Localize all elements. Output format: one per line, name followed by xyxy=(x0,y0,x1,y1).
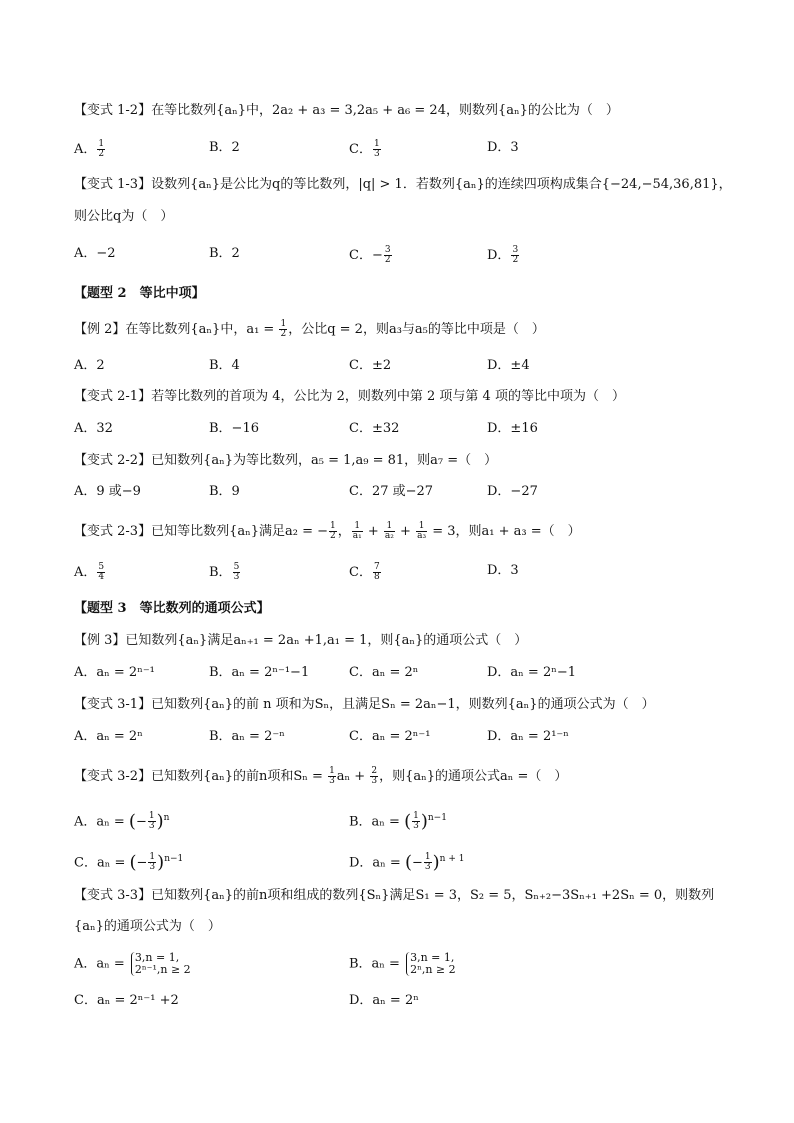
option-b: B．−16 xyxy=(209,421,259,436)
problem-e3 xyxy=(74,633,527,649)
problem-label: 【变式 2-1】 xyxy=(74,389,152,404)
problem-v1-2 xyxy=(74,103,619,119)
problem-text: 设数列{aₙ}是公比为q的等比数列，|q| > 1．若数列{aₙ}的连续四项构成集合{−24,−54,36,81}， xyxy=(151,177,732,192)
problem-label: 【变式 3-2】 xyxy=(74,769,152,784)
problem-label: 【变式 3-1】 xyxy=(74,697,152,712)
option-b: B．aₙ = 2ⁿ⁻¹−1 xyxy=(209,665,310,680)
problem-v2-2 xyxy=(74,453,497,469)
problem-v1-3 xyxy=(74,177,732,193)
option-c: C．aₙ = 2ⁿ⁻¹ xyxy=(349,729,431,744)
option-c: C． $\frac{7}{8}$ xyxy=(349,562,380,582)
option-c: C．±32 xyxy=(349,421,400,436)
option-d: D．aₙ = 2ⁿ xyxy=(349,993,419,1008)
option-b: B．2 xyxy=(209,140,240,155)
option-a: A．aₙ = 3,n = 1, 2ⁿ⁻¹,n ≥ 2 xyxy=(74,951,191,976)
problem-v3-1 xyxy=(74,697,655,713)
problem-label: 【变式 2-2】 xyxy=(74,453,152,468)
option-b: B．aₙ = 2⁻ⁿ xyxy=(209,729,285,744)
option-b: B．aₙ = ( $\frac{1}{3}$ )$^{n-1}$ xyxy=(349,810,447,832)
problem-label: 【例 3】 xyxy=(74,633,126,648)
option-d: D．±16 xyxy=(487,421,538,436)
option-d: D．aₙ = 2¹⁻ⁿ xyxy=(487,729,569,744)
option-a: A． $\frac{5}{4}$ xyxy=(74,562,105,582)
problem-e2: 【例 2】在等比数列{aₙ}中，a₁ = $\frac{1}{2}$ ，公比q = 2，则a₃与a₅的等比中项是（ ） xyxy=(74,319,545,339)
option-c: C．− $\frac{3}{2}$ xyxy=(349,245,391,265)
option-a: A．aₙ = (− $\frac{1}{3}$ )$^n$ xyxy=(74,810,170,832)
option-d: D．aₙ = 2ⁿ−1 xyxy=(487,665,577,680)
section-heading: 【题型 3 等比数列的通项公式】 xyxy=(74,601,270,616)
option-a: A．2 xyxy=(74,358,105,373)
problem-label: 【变式 3-3】 xyxy=(74,888,152,903)
option-d: D．±4 xyxy=(487,358,530,373)
problem-v2-1 xyxy=(74,389,625,405)
option-d: D．3 xyxy=(487,140,519,155)
option-a: A．aₙ = 2ⁿ⁻¹ xyxy=(74,665,155,680)
problem-v2-3: 【变式 2-3】已知等比数列{aₙ}满足a₂ = − $\frac{1}{2}$ ， $\frac{1}{\text{a₁}}$ + $\frac{1}{\text{a₂}}$ + $\frac{1}{\text{a₃}}$ = 3，则a₁ + a₃ =（ ） xyxy=(74,521,581,541)
problem-text-cont: {aₙ}的通项公式为（ ） xyxy=(74,919,221,934)
option-b: B．4 xyxy=(209,358,240,373)
option-c: C．aₙ = 2ⁿ xyxy=(349,665,419,680)
problem-text: 已知数列{aₙ}的前 n 项和为Sₙ，且满足Sₙ = 2aₙ−1，则数列{aₙ}的通项公式为（ ） xyxy=(151,697,655,712)
option-b: B． $\frac{5}{3}$ xyxy=(209,562,240,582)
problem-text: 已知数列{aₙ}满足aₙ₊₁ = 2aₙ +1,a₁ = 1，则{aₙ}的通项公式（ ） xyxy=(125,633,528,648)
option-a: A．aₙ = 2ⁿ xyxy=(74,729,143,744)
option-a: A． $\frac{1}{2}$ xyxy=(74,139,105,159)
problem-text: 若等比数列的首项为 4，公比为 2，则数列中第 2 项与第 4 项的等比中项为（ ） xyxy=(151,389,625,404)
problem-label: 【变式 1-2】 xyxy=(74,103,152,118)
option-a: A．9 或−9 xyxy=(74,484,141,499)
option-b: B．9 xyxy=(209,484,240,499)
section-heading: 【题型 2 等比中项】 xyxy=(74,286,205,301)
option-b: B．2 xyxy=(209,246,240,261)
option-a: A．32 xyxy=(74,421,113,436)
option-c: C．±2 xyxy=(349,358,392,373)
problem-label: 【例 2】 xyxy=(74,322,126,337)
problem-text-cont: 则公比q为（ ） xyxy=(74,209,174,224)
option-d: D．aₙ = (− $\frac{1}{3}$ )$^{n + 1}$ xyxy=(349,851,465,873)
problem-text: 已知数列{aₙ}为等比数列，a₅ = 1,a₉ = 81，则a₇ =（ ） xyxy=(151,453,498,468)
option-c: C． $\frac{1}{3}$ xyxy=(349,139,380,159)
option-a: A．−2 xyxy=(74,246,116,261)
option-d: D．−27 xyxy=(487,484,538,499)
option-d: D． $\frac{3}{2}$ xyxy=(487,245,519,265)
problem-label: 【变式 2-3】 xyxy=(74,524,152,539)
option-c: C．aₙ = (− $\frac{1}{3}$ )$^{n-1}$ xyxy=(74,851,184,873)
problem-label: 【变式 1-3】 xyxy=(74,177,152,192)
option-c: C．27 或−27 xyxy=(349,484,434,499)
problem-text: 在等比数列{aₙ}中，2a₂ + a₃ = 3,2a₅ + a₆ = 24，则数列{aₙ}的公比为（ ） xyxy=(151,103,619,118)
problem-text: 已知数列{aₙ}的前n项和组成的数列{Sₙ}满足S₁ = 3，S₂ = 5，Sₙ₊₂−3Sₙ₊₁ +2Sₙ = 0，则数列 xyxy=(151,888,715,903)
option-b: B．aₙ = 3,n = 1, 2ⁿ,n ≥ 2 xyxy=(349,951,456,976)
problem-v3-3 xyxy=(74,888,714,904)
option-d: D．3 xyxy=(487,563,519,578)
problem-v3-2: 【变式 3-2】已知数列{aₙ}的前n项和Sₙ = $\frac{1}{3}$ aₙ + $\frac{2}{3}$ ，则{aₙ}的通项公式aₙ =（ ） xyxy=(74,766,568,786)
option-c: C．aₙ = 2ⁿ⁻¹ +2 xyxy=(74,993,179,1008)
